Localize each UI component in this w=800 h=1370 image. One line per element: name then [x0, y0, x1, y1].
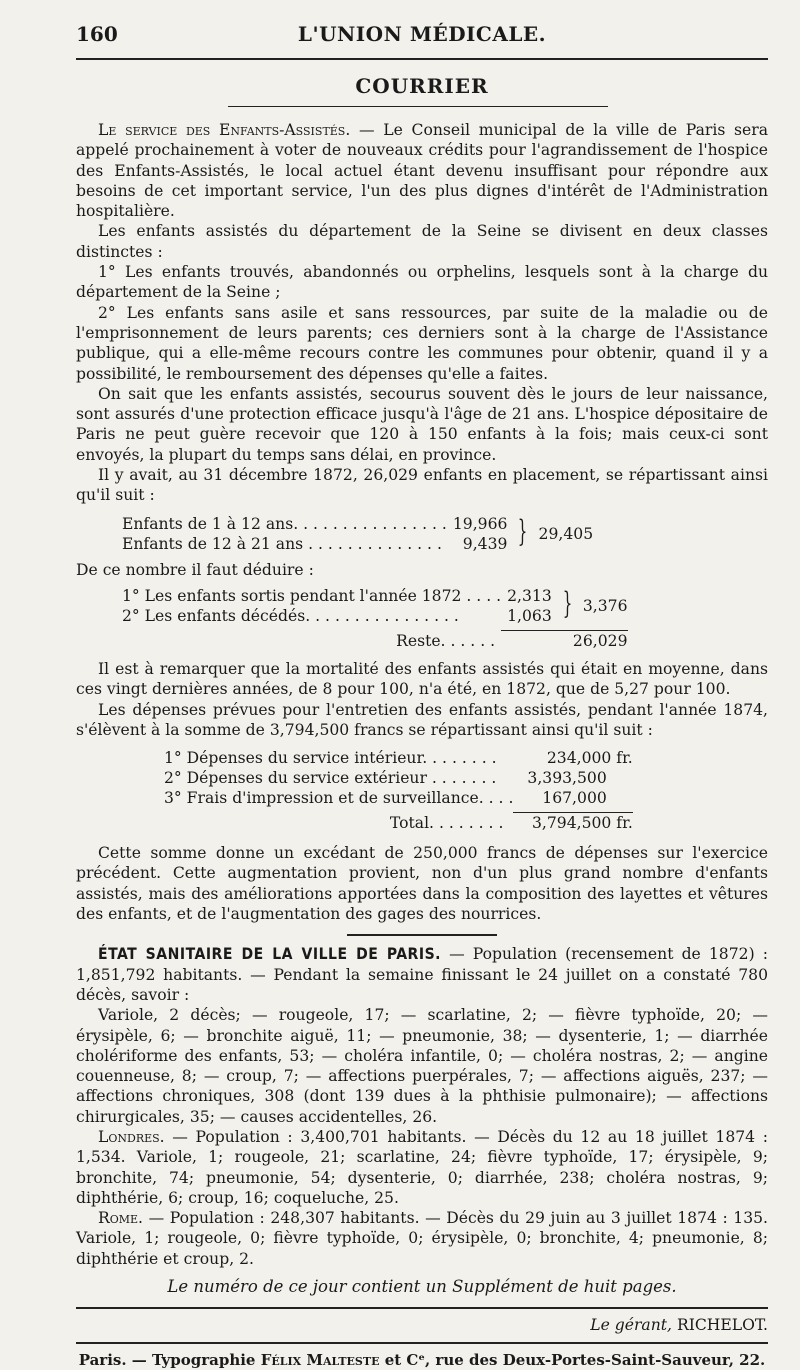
service-lead: Le service des Enfants-Assistés.	[98, 121, 351, 139]
row-label: 2° Dépenses du service extérieur . . . . . . .	[164, 769, 497, 788]
row-value: 1,063	[507, 606, 552, 625]
page-number: 160	[76, 22, 118, 46]
rome-lead: Rome.	[98, 1209, 144, 1228]
table-row	[122, 514, 593, 534]
excess-paragraph: Cette somme donne un excédant de 250,000 francs de dépenses sur l'exercice précédent. Cette augmentation provient, non d'un plus grand nombre d'enfants assistés, mais des améliorations apportées dans la composition des layettes et vêtures des enfants, et de l'augmentation des gages des nourrices.	[76, 844, 768, 924]
reste-label: Reste. . . . . .	[396, 631, 496, 650]
gerant-line	[76, 1315, 768, 1335]
row-value: 9,439	[462, 534, 508, 553]
class-one-paragraph: 1° Les enfants trouvés, abandonnés ou orphelins, lesquels sont à la charge du département de la Seine ;	[76, 263, 768, 302]
brace: }	[518, 513, 528, 549]
service-paragraph	[76, 120, 768, 221]
placement-intro: Il y avait, au 31 décembre 1872, 26,029 enfants en placement, se répartissant ainsi qu'il suit :	[76, 466, 768, 505]
deduction-table	[122, 586, 628, 651]
row-label: 1° Les enfants sortis pendant l'année 1872 . . . .	[122, 586, 502, 605]
printer-prefix: Paris. — Typographie	[78, 1350, 256, 1369]
journal-title: L'UNION MÉDICALE.	[297, 22, 547, 46]
row-label: 2° Les enfants décédés. . . . . . . . . . . . . . . .	[122, 606, 459, 625]
deduction-intro: De ce nombre il faut déduire :	[76, 560, 314, 579]
supplement-note: Le numéro de ce jour contient un Supplément de huit pages.	[167, 1277, 677, 1297]
header-rule	[76, 58, 768, 60]
table-row	[164, 788, 633, 808]
mortality-paragraph: Il est à remarquer que la mortalité des enfants assistés qui était en moyenne, dans ces vingt dernières années, de 8 pour 100, n'a été, en 1872, que de 5,27 pour 100.	[76, 659, 768, 699]
row-value: 19,966	[452, 514, 508, 533]
reste-value: 26,029	[572, 631, 628, 650]
gerant-label: Le gérant,	[590, 1316, 672, 1335]
total-row	[164, 813, 633, 833]
gerant-rule	[76, 1307, 768, 1309]
total-label: Total. . . . . . . .	[389, 814, 504, 833]
table-row	[164, 748, 633, 768]
title-rule	[228, 106, 608, 107]
rome-text: — Population : 248,307 habitants. — Décès du 29 juin au 3 juillet 1874 : 135. Variole, 1; rougeole, 0; fièvre typhoïde, 0; érysipèle, 0; bronchite, 4; pneumonie, 8; diphthérie et croup, 2.	[76, 1209, 768, 1268]
total-value: 3,794,500 fr.	[531, 814, 633, 833]
row-value: 167,000	[542, 789, 607, 808]
table-row	[164, 768, 633, 788]
printer-line	[76, 1350, 768, 1370]
article-body	[76, 120, 768, 1370]
row-label: Enfants de 1 à 12 ans. . . . . . . . . . . . . . . .	[122, 514, 447, 533]
expenses-intro: Les dépenses prévues pour l'entretien des enfants assistés, pendant l'année 1874, s'élèvent à la somme de 3,794,500 francs se répartissant ainsi qu'il suit :	[76, 700, 768, 739]
printer-suffix: et Cᵉ, rue des Deux-Portes-Saint-Sauveur, 22.	[384, 1350, 766, 1369]
classes-paragraph: Les enfants assistés du département de la Seine se divisent en deux classes distinctes :	[76, 222, 768, 261]
row-label: 1° Dépenses du service intérieur. . . . . . . .	[164, 749, 497, 768]
table-row	[122, 586, 628, 606]
sanitary-heading: ÉTAT SANITAIRE DE LA VILLE DE PARIS.	[98, 945, 442, 964]
running-head	[76, 22, 768, 56]
footer-rule	[76, 1342, 768, 1344]
deduction-total: 3,376	[582, 596, 628, 615]
sanitary-paragraph	[76, 944, 768, 1005]
london-text: — Population : 3,400,701 habitants. — Décès du 12 au 18 juillet 1874 : 1,534. Variole, 1; rougeole, 21; scarlatine, 24; fièvre typhoïde, 17; érysipèle, 9; bronchite, 74; pneumonie, 54; dysenterie, 0; diarrhée, 238; choléra nostras, 9; diphthérie, 6; croup, 16; coqueluche, 25.	[76, 1127, 768, 1207]
service-text: — Le Conseil municipal de la ville de Paris sera appelé prochainement à voter de nouveaux crédits pour l'agrandissement de l'hospice des Enfants-Assistés, le local actuel étant devenu insuffisant pour répondre aux besoins de cet important service, l'un des plus dignes d'intérêt de l'Administration hospitalière.	[76, 121, 768, 221]
brace: }	[562, 585, 573, 621]
row-value: 3,393,500	[527, 769, 607, 788]
placement-total: 29,405	[538, 524, 594, 543]
section-divider	[347, 934, 497, 936]
protection-paragraph: On sait que les enfants assistés, secourus souvent dès le jours de leur naissance, sont assurés d'une protection efficace jusqu'à l'âge de 21 ans. L'hospice dépositaire de Paris ne peut guère recevoir que 120 à 150 enfants à la fois; mais ceux-ci sont envoyés, la plupart du temps sans délai, en province.	[76, 384, 768, 464]
printer-name: Félix Malteste	[260, 1350, 380, 1369]
sanitary-intro: — Population (recensement de 1872) : 1,851,792 habitants. — Pendant la semaine finissant le 24 juillet on a constaté 780 décès, savoir :	[76, 945, 769, 1004]
paris-causes-paragraph: Variole, 2 décès; — rougeole, 17; — scarlatine, 2; — fièvre typhoïde, 20; — érysipèle, 6; — bronchite aiguë, 11; — pneumonie, 38; — dysenterie, 1; — diarrhée cholériforme des enfants, 53; — choléra infantile, 0; — choléra nostras, 2; — angine couenneuse, 8; — croup, 7; — affections puerpérales, 7; — affections aiguës, 237; — affections chroniques, 308 (dont 139 dues à la phthisie pulmonaire); — affections chirurgicales, 35; — causes accidentelles, 26.	[76, 1006, 768, 1126]
expenses-table	[164, 748, 633, 833]
reste-row	[122, 631, 628, 651]
london-paragraph	[76, 1127, 768, 1208]
table-row	[122, 606, 628, 626]
row-label: Enfants de 12 à 21 ans . . . . . . . . . . . . . .	[122, 534, 442, 553]
gerant-name: RICHELOT.	[676, 1316, 768, 1335]
rome-paragraph	[76, 1208, 768, 1269]
row-value: 2,313	[507, 586, 552, 605]
class-two-paragraph: 2° Les enfants sans asile et sans ressources, par suite de la maladie ou de l'emprisonnement de leurs parents; ces derniers sont à la charge de l'Assistance publique, qui a elle-même recours contre les communes pour obtenir, quand il y a possibilité, le remboursement des dépenses qu'elle a faites.	[76, 303, 768, 383]
row-label: 3° Frais d'impression et de surveillance. . . .	[164, 789, 514, 808]
section-title: COURRIER	[355, 74, 489, 98]
row-value: 234,000 fr.	[546, 749, 633, 768]
london-lead: Londres.	[98, 1127, 165, 1146]
placement-table	[122, 514, 593, 554]
